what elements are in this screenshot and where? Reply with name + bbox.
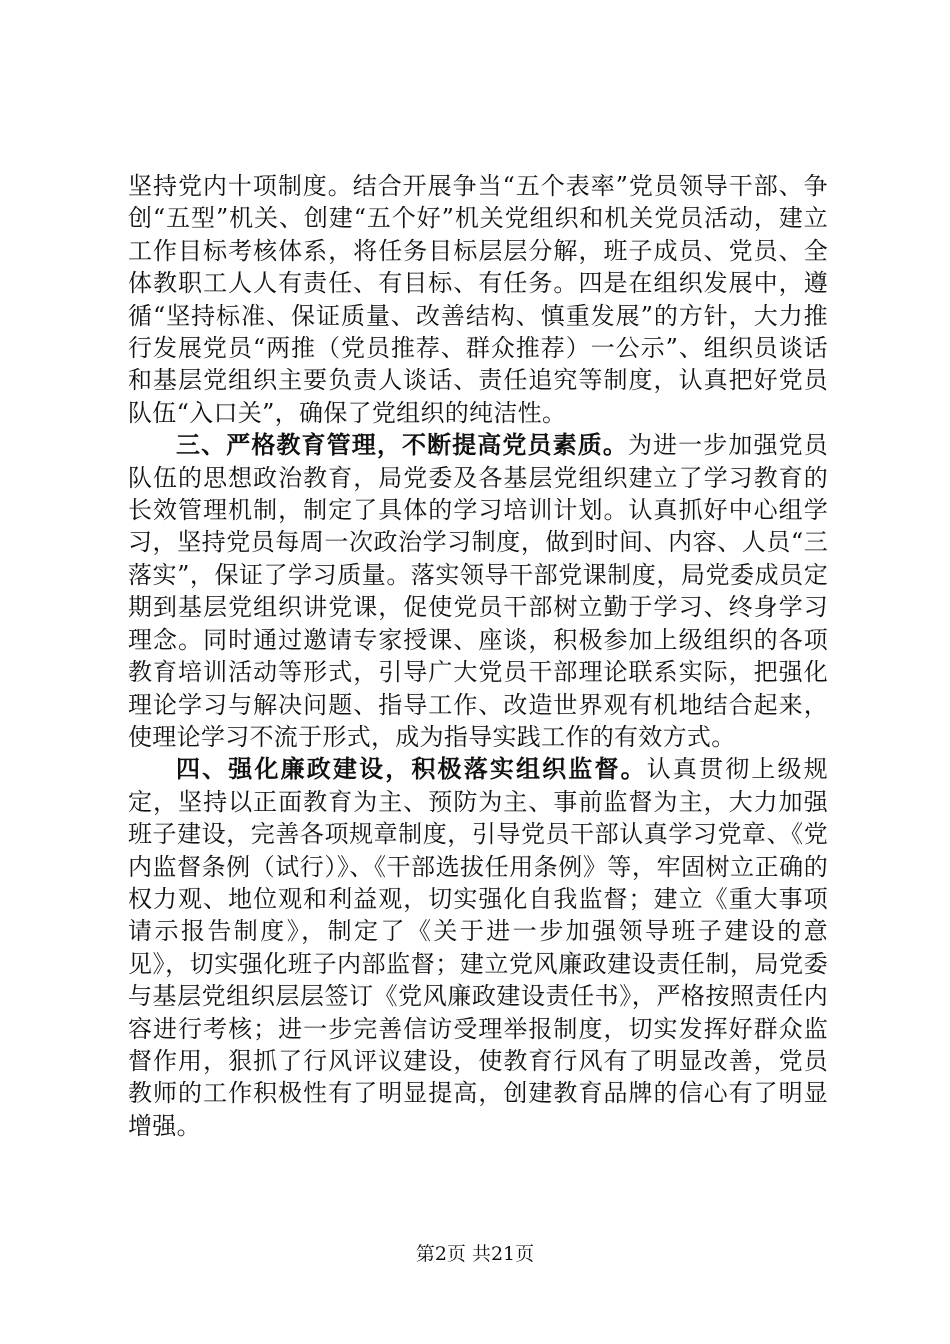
section-3-heading: 三、严格教育管理，不断提高党员素质。: [176, 430, 628, 460]
page-footer: [0, 1242, 950, 1266]
document-body: [128, 170, 828, 1142]
paragraph-section-4: [128, 753, 828, 1142]
paragraph-1: [128, 170, 828, 429]
section-4-text: 认真贯彻上级规定，坚持以正面教育为主、预防为主、事前监督为主，大力加强班子建设，完善各项规章制度，引导党员干部认真学习党章、《党内监督条例（试行）》、《干部选拔任用条例》等，牢固树立正确的权力观、地位观和利益观，切实强化自我监督；建立《重大事项请示报告制度》，制定了《关于进一步加强领导班子建设的意见》，切实强化班子内部监督；建立党风廉政建设责任制，局党委与基层党组织层层签订《党风廉政建设责任书》，严格按照责任内容进行考核；进一步完善信访受理举报制度，切实发挥好群众监督作用，狠抓了行风评议建设，使教育行风有了明显改善，党员教师的工作积极性有了明显提高，创建教育品牌的信心有了明显增强。: [128, 755, 828, 1140]
paragraph-section-3: [128, 429, 828, 753]
section-4-heading: 四、强化廉政建设，积极落实组织监督。: [176, 754, 647, 784]
page-number-label: 第2页 共21页: [415, 1243, 535, 1265]
paragraph-1-text: 坚持党内十项制度。结合开展争当“五个表率”党员领导干部、争创“五型”机关、创建“五个好”机关党组织和机关党员活动，建立工作目标考核体系，将任务目标层层分解，班子成员、党员、全体教职工人人有责任、有目标、有任务。四是在组织发展中，遵循“坚持标准、保证质量、改善结构、慎重发展”的方针，大力推行发展党员“两推（党员推荐、群众推荐）一公示”、组织员谈话和基层党组织主要负责人谈话、责任追究等制度，认真把好党员队伍“入口关”，确保了党组织的纯洁性。: [128, 172, 828, 427]
section-3-text: 为进一步加强党员队伍的思想政治教育，局党委及各基层党组织建立了学习教育的长效管理机制，制定了具体的学习培训计划。认真抓好中心组学习，坚持党员每周一次政治学习制度，做到时间、内容、人员“三落实”，保证了学习质量。落实领导干部党课制度，局党委成员定期到基层党组织讲党课，促使党员干部树立勤于学习、终身学习理念。同时通过邀请专家授课、座谈，积极参加上级组织的各项教育培训活动等形式，引导广大党员干部理论联系实际，把强化理论学习与解决问题、指导工作、改造世界观有机地结合起来，使理论学习不流于形式，成为指导实践工作的有效方式。: [128, 431, 828, 751]
